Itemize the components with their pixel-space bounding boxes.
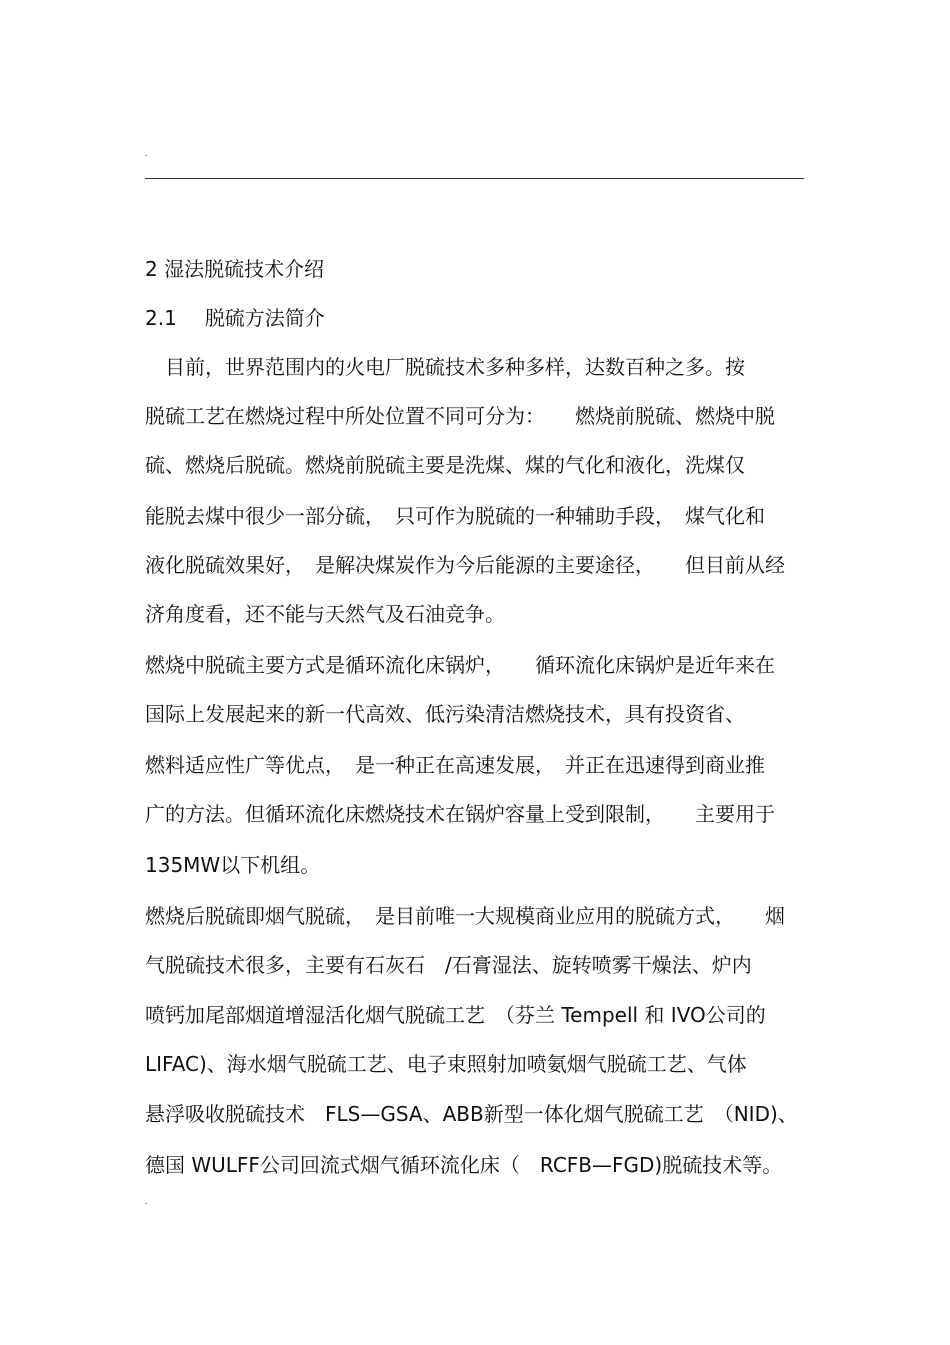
text-line: 德国 WULFF公司回流式烟气循环流化床（ RCFB—FGD)脱硫技术等。 <box>145 1153 783 1177</box>
text-line: 目前，世界范围内的火电厂脱硫技术多种多样，达数百种之多。按 <box>165 355 745 379</box>
header-divider <box>145 178 804 179</box>
subsection-heading <box>145 305 325 331</box>
text-line: 喷钙加尾部烟道增湿活化烟气脱硫工艺 （芬兰 Tempell 和 IVO公司的 <box>145 1003 766 1027</box>
subsection-number: 2.1 <box>145 306 177 330</box>
footer-mark: . <box>145 1197 148 1206</box>
text-line: 济角度看，还不能与天然气及石油竞争。 <box>145 602 505 626</box>
text-line: 硫、燃烧后脱硫。燃烧前脱硫主要是洗煤、煤的气化和液化，洗煤仅 <box>145 453 745 477</box>
text-line: LIFAC)、海水烟气脱硫工艺、电子束照射加喷氨烟气脱硫工艺、气体 <box>145 1052 747 1076</box>
section-heading: 2 湿法脱硫技术介绍 <box>145 257 325 281</box>
text-line: 燃料适应性广等优点， 是一种正在高速发展， 并正在迅速得到商业推 <box>145 753 765 777</box>
text-line: 135MW以下机组。 <box>145 853 321 877</box>
subsection-title: 脱硫方法简介 <box>204 306 325 330</box>
text-line: 广的方法。但循环流化床燃烧技术在锅炉容量上受到限制， 主要用于 <box>145 802 775 826</box>
text-line: 国际上发展起来的新一代高效、低污染清洁燃烧技术，具有投资省、 <box>145 702 745 726</box>
text-line: 能脱去煤中很少一部分硫， 只可作为脱硫的一种辅助手段， 煤气化和 <box>145 504 765 528</box>
text-line: 燃烧中脱硫主要方式是循环流化床锅炉， 循环流化床锅炉是近年来在 <box>145 653 775 677</box>
header-mark: . <box>145 149 148 158</box>
text-line: 脱硫工艺在燃烧过程中所处位置不同可分为： 燃烧前脱硫、燃烧中脱 <box>145 404 775 428</box>
text-line: 悬浮吸收脱硫技术 FLS—GSA、ABB新型一体化烟气脱硫工艺 （NID)、 <box>145 1102 798 1126</box>
text-line: 液化脱硫效果好， 是解决煤炭作为今后能源的主要途径， 但目前从经 <box>145 553 785 577</box>
text-line: 燃烧后脱硫即烟气脱硫， 是目前唯一大规模商业应用的脱硫方式， 烟 <box>145 904 785 928</box>
text-line: 气脱硫技术很多，主要有石灰石 /石膏湿法、旋转喷雾干燥法、炉内 <box>145 953 752 977</box>
